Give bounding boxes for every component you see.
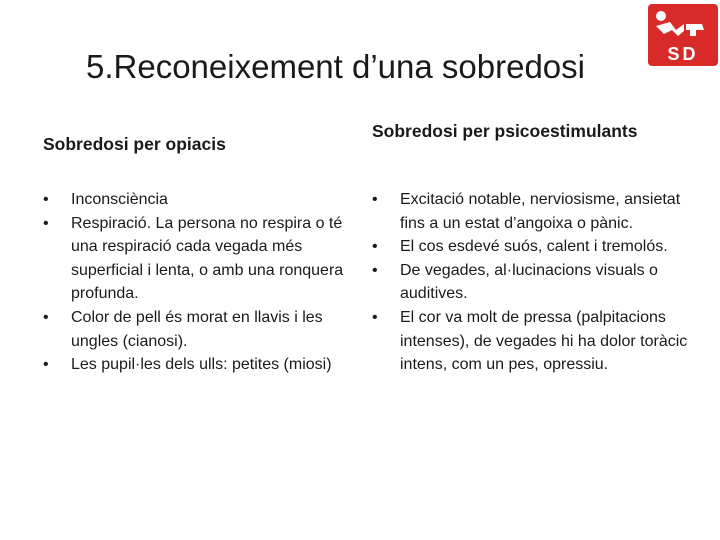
sd-logo-graphic [648, 4, 718, 66]
bullet-icon: • [372, 191, 378, 208]
sd-logo [648, 4, 718, 66]
bullet-icon: • [43, 308, 49, 326]
list-item [43, 353, 363, 377]
list-psicoestimulants [372, 188, 697, 377]
column-psicoestimulants [372, 120, 697, 377]
logo-text: SD [667, 44, 699, 64]
column-heading-psicoestimulants: Sobredosi per psicoestimulants [372, 121, 638, 141]
logo-figure-head [656, 11, 666, 21]
bullet-icon: • [372, 238, 378, 256]
column-heading-opiacis: Sobredosi per opiacis [43, 134, 226, 154]
bullet-icon: • [43, 214, 49, 232]
list-item [43, 188, 363, 212]
bullet-icon: • [372, 308, 378, 326]
list-opiacis [43, 188, 363, 377]
list-item-text: Color de pell és morat en llavis i les ungles (cianosi). [71, 308, 323, 350]
list-item-text: Inconsciència [71, 191, 168, 208]
bullet-icon: • [372, 261, 378, 279]
list-item-text: Les pupil·les dels ulls: petites (miosi) [71, 356, 332, 374]
bullet-icon: • [43, 356, 49, 374]
list-item-text: Excitació notable, nerviosisme, ansietat fins a un estat d’angoixa o pànic. [400, 191, 681, 232]
list-item [43, 212, 363, 306]
bullet-icon: • [43, 191, 49, 208]
list-item [43, 306, 363, 353]
list-item-text: Respiració. La persona no respira o té una respiració cada vegada més superficial i lenta, o amb una ronquera profunda. [71, 214, 344, 303]
slide-title: 5.Reconeixement d’una sobredosi [86, 48, 585, 85]
list-item [372, 235, 697, 259]
list-item-text: El cos esdevé suós, calent i tremolós. [400, 238, 668, 256]
list-item [372, 306, 697, 377]
list-item-text: El cor va molt de pressa (palpitacions intenses), de vegades hi ha dolor toràcic intens, com un pes, opressiu. [400, 308, 688, 374]
list-item [372, 188, 697, 235]
list-item [372, 259, 697, 306]
column-opiacis [43, 120, 363, 377]
list-item-text: De vegades, al·lucinacions visuals o auditives. [400, 261, 658, 303]
